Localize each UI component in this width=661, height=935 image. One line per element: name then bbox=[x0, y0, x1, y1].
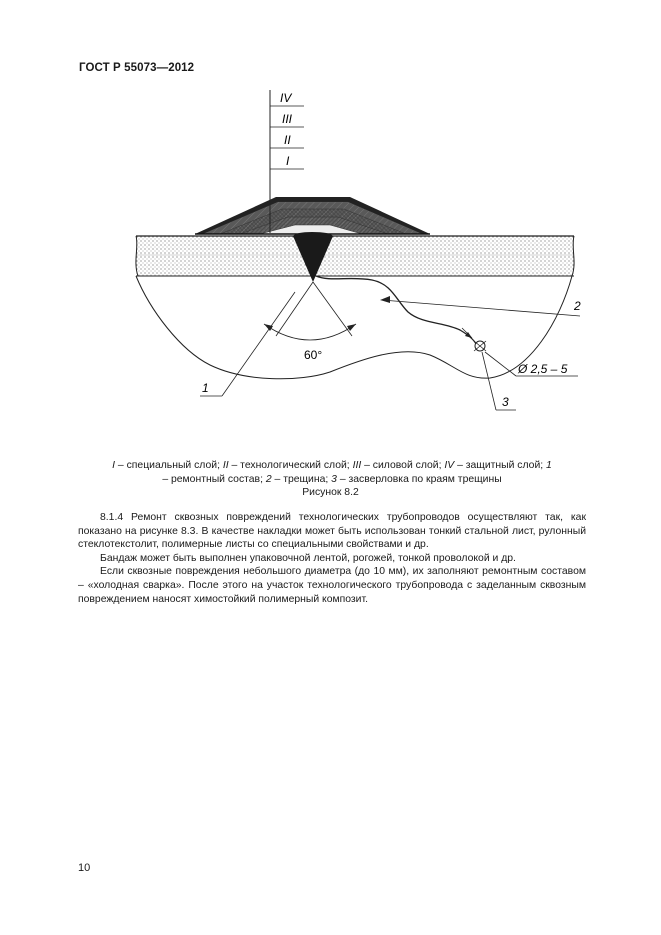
caption-t1: – специальный слой; bbox=[115, 460, 223, 471]
callout-2: 2 bbox=[574, 299, 581, 313]
layer-label-ii: II bbox=[284, 133, 291, 147]
caption-n6: 2 bbox=[265, 474, 272, 485]
caption-t5: – ремонтный состав; bbox=[162, 474, 266, 485]
angle-construction bbox=[264, 282, 356, 340]
paragraph-bandage: Бандаж может быть выполнен упаковочной лентой, рогожей, тонкой проволокой и др. bbox=[100, 552, 516, 564]
document-header: ГОСТ Р 55073—2012 bbox=[79, 62, 195, 74]
callout-1: 1 bbox=[202, 381, 209, 395]
paragraph-small-damage: Если сквозные повреждения небольшого диаметра (до 10 мм), их заполняют ремонтным составом – «холодная сварка». После этого на участок технологического трубопровода с заделанным сквозным повреждением наносят химостойкий полимерный композит. bbox=[78, 566, 586, 605]
diameter-label: Ø 2,5 – 5 bbox=[518, 362, 568, 376]
angle-label: 60° bbox=[304, 348, 323, 362]
caption-n3: III bbox=[352, 460, 362, 471]
body-text bbox=[78, 511, 586, 606]
repair-layers bbox=[195, 197, 430, 234]
pipe-section-outline bbox=[136, 276, 572, 379]
layer-label-iv: IV bbox=[280, 91, 292, 105]
caption-t7: – засверловка по краям трещины bbox=[336, 474, 502, 485]
caption-n4: IV bbox=[444, 460, 455, 471]
caption-n1: I bbox=[112, 460, 116, 471]
caption-t6: – трещина; bbox=[271, 474, 332, 485]
figure-caption bbox=[112, 459, 552, 487]
caption-n2: II bbox=[222, 460, 229, 471]
layer-label-i: I bbox=[286, 154, 290, 168]
caption-n5: 1 bbox=[546, 460, 552, 471]
caption-t3: – силовой слой; bbox=[361, 460, 445, 471]
callout-3: 3 bbox=[502, 395, 509, 409]
caption-t4: – защитный слой; bbox=[454, 460, 547, 471]
caption-t2: – технологический слой; bbox=[228, 460, 353, 471]
layer-label-iii: III bbox=[282, 112, 293, 126]
repair-diagram bbox=[0, 0, 661, 450]
paragraph-8-1-4: 8.1.4 Ремонт сквозных повреждений технологических трубопроводов осуществляют так, как показано на рисунке 8.3. В качестве накладки может быть использован тонкий стальной лист, рулонный стеклотекстолит, полимерные листы со специальными свойствами и др. bbox=[78, 512, 586, 551]
crack-line bbox=[316, 276, 476, 344]
pipe-wall bbox=[136, 236, 574, 276]
caption-n7: 3 bbox=[331, 474, 337, 485]
page-number: 10 bbox=[78, 862, 91, 874]
figure-title: Рисунок 8.2 bbox=[302, 487, 359, 498]
